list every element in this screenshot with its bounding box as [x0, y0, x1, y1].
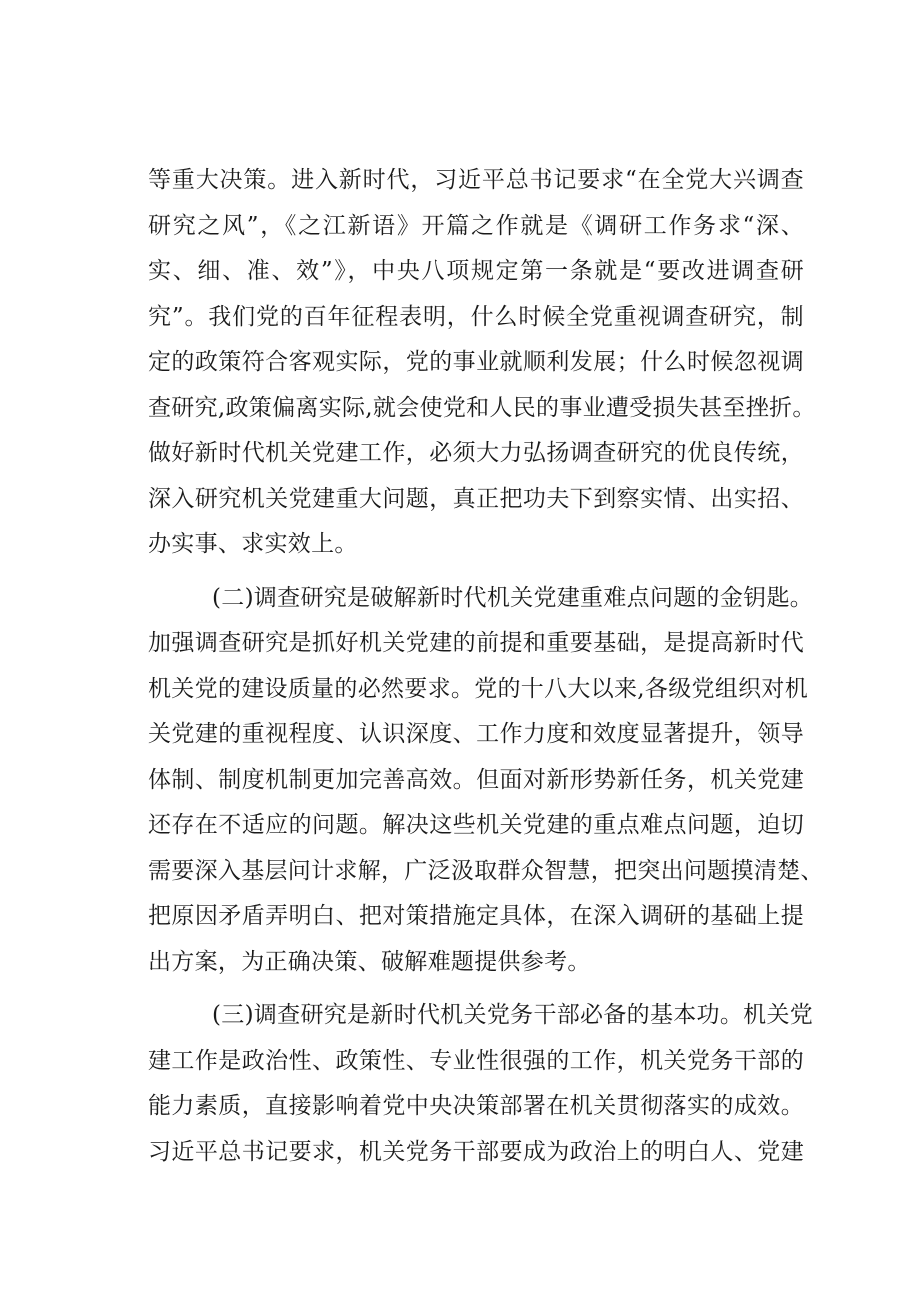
paragraph-3 — [148, 993, 814, 1175]
text-line: 办实事、求实效上。 — [148, 531, 358, 557]
text-line: 定的政策符合客观实际，党的事业就顺利发展；什么时候忽视调 — [148, 349, 804, 375]
text-line: 深入研究机关党建重大问题，真正把功夫下到察实情、出实招、 — [148, 485, 804, 512]
text-line: 需要深入基层问计求解，广泛汲取群众智慧，把突出问题摸清楚、 — [148, 857, 824, 884]
text-line: 能力素质，直接影响着党中央决策部署在机关贯彻落实的成效。 — [148, 1093, 804, 1119]
paragraph-gap — [148, 985, 804, 993]
text-line: 习近平总书记要求，机关党务干部要成为政治上的明白人、党建 — [148, 1138, 804, 1165]
text-line: 机关党的建设质量的必然要求。党的十八大以来,各级党组织对机 — [148, 675, 809, 702]
section-heading-2: (二)调查研究是破解新时代机关党建重难点问题的金钥匙。 — [212, 584, 814, 611]
text-line: 做好新时代机关党建工作，必须大力弘扬调查研究的优良传统， — [148, 440, 804, 466]
text-line: 还存在不适应的问题。解决这些机关党建的重点难点问题，迫切 — [148, 812, 804, 838]
text-line: 加强调查研究是抓好机关党建的前提和重要基础，是提高新时代 — [148, 630, 804, 656]
paragraph-2 — [148, 576, 824, 986]
section-heading-3: (三)调查研究是新时代机关党务干部必备的基本功。机关党 — [212, 1002, 814, 1028]
text-line: 体制、制度机制更加完善高效。但面对新形势新任务，机关党建 — [148, 766, 804, 793]
paragraph-1 — [148, 158, 816, 568]
text-line: 建工作是政治性、政策性、专业性很强的工作，机关党务干部的 — [148, 1047, 804, 1074]
text-line: 究”。我们党的百年征程表明，什么时候全党重视调查研究，制 — [148, 303, 804, 330]
text-line: 查研究,政策偏离实际,就会使党和人民的事业遭受损失甚至挫折。 — [148, 394, 816, 421]
document-body — [148, 158, 824, 1175]
text-line: 等重大决策。进入新时代，习近平总书记要求“在全党大兴调查 — [148, 167, 804, 193]
text-line: 关党建的重视程度、认识深度、工作力度和效度显著提升，领导 — [148, 721, 804, 747]
text-line: 实、细、准、效”》，中央八项规定第一条就是“要改进调查研 — [148, 258, 804, 284]
text-line: 把原因矛盾弄明白、把对策措施定具体，在深入调研的基础上提 — [148, 903, 804, 929]
paragraph-gap — [148, 568, 804, 576]
text-line: 出方案，为正确决策、破解难题提供参考。 — [148, 948, 591, 975]
text-line: 研究之风”，《之江新语》开篇之作就是《调研工作务求“深、 — [148, 212, 804, 239]
